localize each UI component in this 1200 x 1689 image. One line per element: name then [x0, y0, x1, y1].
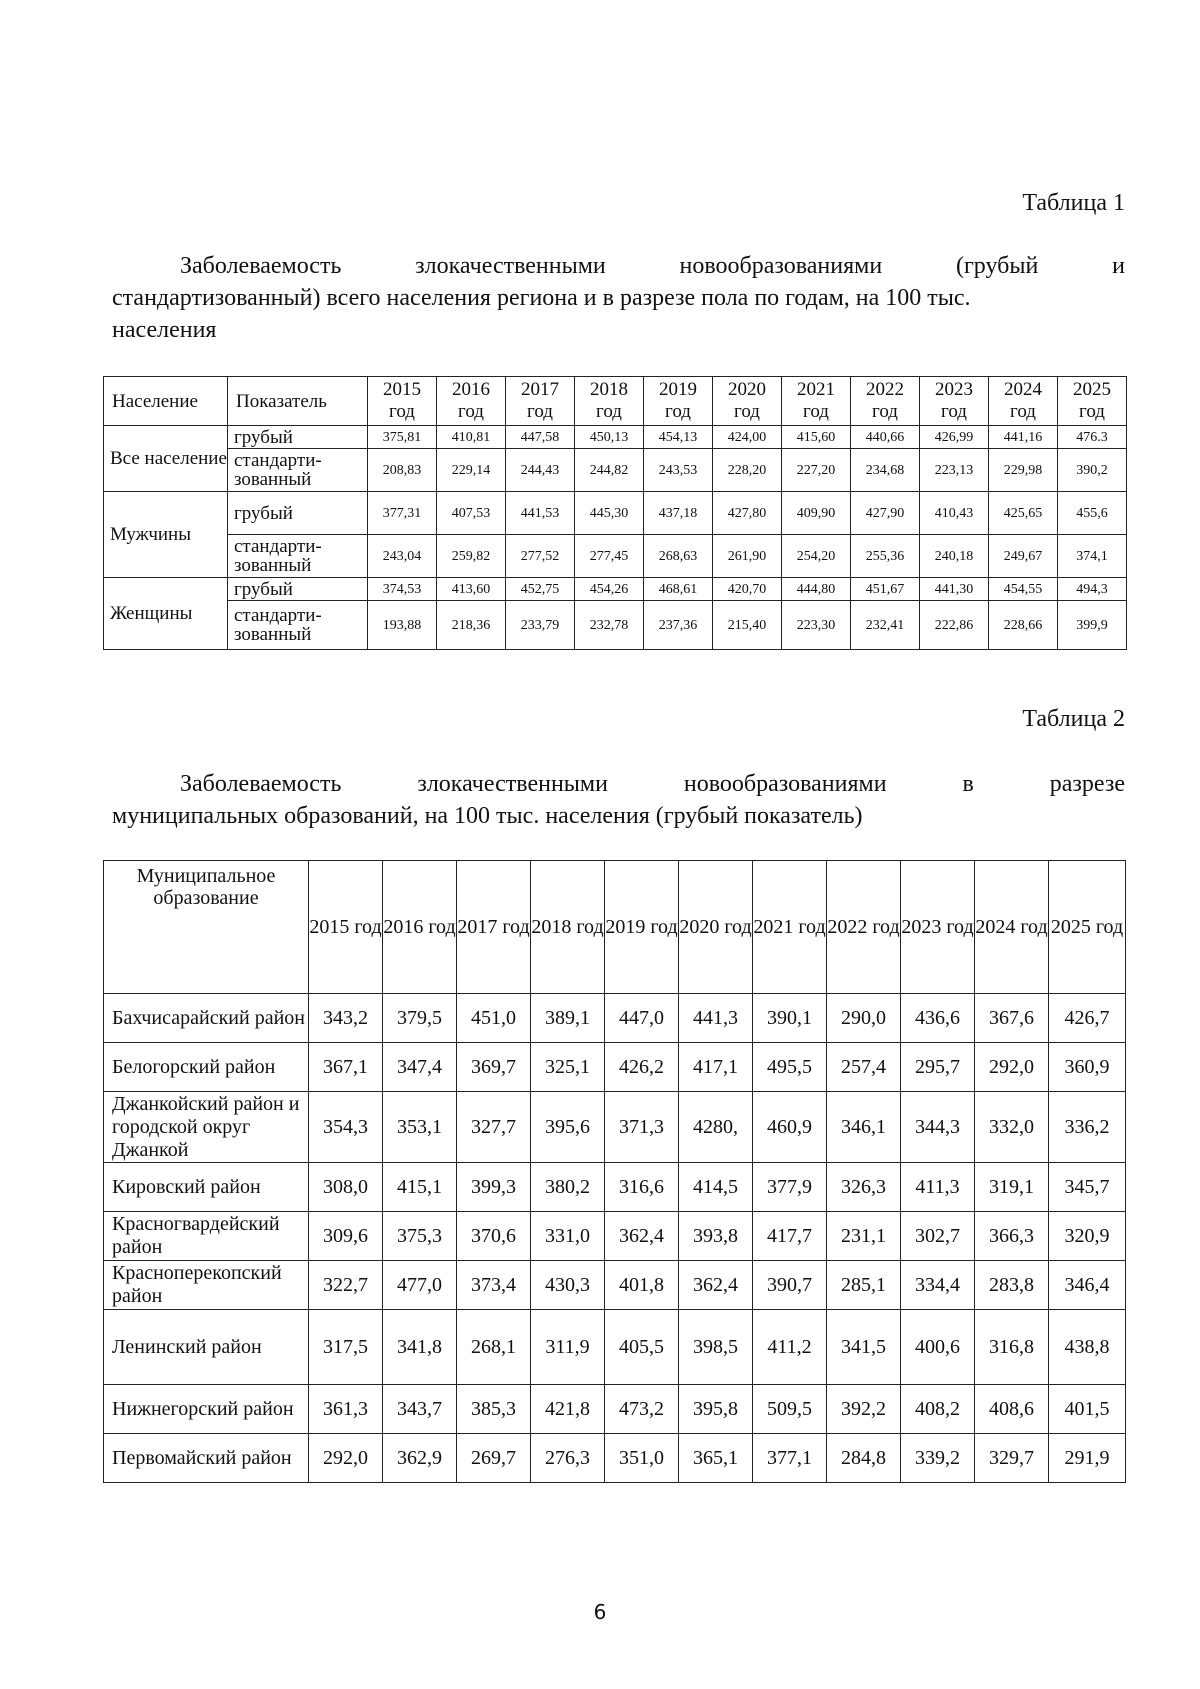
value-cell: 339,2: [901, 1434, 975, 1483]
value-cell: 426,7: [1049, 994, 1126, 1043]
value-cell: 476.3: [1058, 426, 1127, 449]
table-row: [104, 449, 1127, 492]
title-word: в: [962, 771, 974, 797]
value-cell: 370,6: [457, 1212, 531, 1261]
value-cell: 193,88: [368, 601, 437, 650]
year-header: 2022 год: [827, 861, 901, 994]
title-word: злокачественными: [415, 253, 606, 279]
population-cell: Мужчины: [104, 492, 228, 578]
value-cell: 215,40: [713, 601, 782, 650]
value-cell: 331,0: [531, 1212, 605, 1261]
value-cell: 269,7: [457, 1434, 531, 1483]
indicator-cell: стандарти-зованный: [228, 449, 368, 492]
indicator-cell: грубый: [228, 578, 368, 601]
municipality-header: Муниципальное образование: [104, 861, 309, 994]
value-cell: 362,4: [679, 1261, 753, 1310]
municipality-cell: Белогорский район: [104, 1043, 309, 1092]
year-header: 2018 год: [531, 861, 605, 994]
value-cell: 240,18: [920, 535, 989, 578]
year-header: 2023 год: [920, 377, 989, 426]
table-row: [104, 535, 1127, 578]
table1-title-line2: стандартизованный) всего населения региона и в разрезе пола по годам, на 100 тыс.: [112, 285, 971, 311]
value-cell: 494,3: [1058, 578, 1127, 601]
table-row: [104, 1092, 1126, 1163]
value-cell: 244,82: [575, 449, 644, 492]
value-cell: 343,7: [383, 1385, 457, 1434]
value-cell: 309,6: [309, 1212, 383, 1261]
value-cell: 326,3: [827, 1163, 901, 1212]
value-cell: 430,3: [531, 1261, 605, 1310]
value-cell: 227,20: [782, 449, 851, 492]
year-header: 2017 год: [506, 377, 575, 426]
year-header: 2020 год: [713, 377, 782, 426]
value-cell: 218,36: [437, 601, 506, 650]
value-cell: 255,36: [851, 535, 920, 578]
value-cell: 441,16: [989, 426, 1058, 449]
table-row: [104, 1163, 1126, 1212]
value-cell: 336,2: [1049, 1092, 1126, 1163]
value-cell: 316,6: [605, 1163, 679, 1212]
value-cell: 329,7: [975, 1434, 1049, 1483]
value-cell: 223,30: [782, 601, 851, 650]
value-cell: 292,0: [309, 1434, 383, 1483]
value-cell: 229,14: [437, 449, 506, 492]
indicator-cell: грубый: [228, 426, 368, 449]
year-header: 2024 год: [975, 861, 1049, 994]
value-cell: 413,60: [437, 578, 506, 601]
value-cell: 509,5: [753, 1385, 827, 1434]
value-cell: 426,99: [920, 426, 989, 449]
value-cell: 454,55: [989, 578, 1058, 601]
value-cell: 447,58: [506, 426, 575, 449]
value-cell: 441,53: [506, 492, 575, 535]
table-row: [104, 578, 1127, 601]
value-cell: 231,1: [827, 1212, 901, 1261]
table-row: [104, 1212, 1126, 1261]
value-cell: 451,67: [851, 578, 920, 601]
value-cell: 292,0: [975, 1043, 1049, 1092]
value-cell: 437,18: [644, 492, 713, 535]
value-cell: 417,1: [679, 1043, 753, 1092]
year-header: 2022 год: [851, 377, 920, 426]
indicator-cell: стандарти-зованный: [228, 601, 368, 650]
value-cell: 243,04: [368, 535, 437, 578]
year-header: 2015 год: [309, 861, 383, 994]
value-cell: 374,53: [368, 578, 437, 601]
table-row: [104, 426, 1127, 449]
value-cell: 374,1: [1058, 535, 1127, 578]
value-cell: 400,6: [901, 1310, 975, 1385]
year-header: 2019 год: [644, 377, 713, 426]
value-cell: 392,2: [827, 1385, 901, 1434]
table-row: [104, 601, 1127, 650]
table1-title-line1: [112, 250, 1125, 282]
table2-title: [112, 768, 1125, 832]
year-header: 2021 год: [782, 377, 851, 426]
value-cell: 395,6: [531, 1092, 605, 1163]
value-cell: 385,3: [457, 1385, 531, 1434]
value-cell: 367,1: [309, 1043, 383, 1092]
value-cell: 436,6: [901, 994, 975, 1043]
value-cell: 325,1: [531, 1043, 605, 1092]
value-cell: 373,4: [457, 1261, 531, 1310]
table1-header-row: [104, 377, 1127, 426]
value-cell: 411,2: [753, 1310, 827, 1385]
value-cell: 351,0: [605, 1434, 679, 1483]
population-cell: Все население: [104, 426, 228, 492]
value-cell: 354,3: [309, 1092, 383, 1163]
value-cell: 232,78: [575, 601, 644, 650]
value-cell: 379,5: [383, 994, 457, 1043]
table-row: [104, 1043, 1126, 1092]
table-row: [104, 994, 1126, 1043]
value-cell: 367,6: [975, 994, 1049, 1043]
year-header: 2021 год: [753, 861, 827, 994]
municipality-cell: Первомайский район: [104, 1434, 309, 1483]
value-cell: 441,3: [679, 994, 753, 1043]
value-cell: 427,80: [713, 492, 782, 535]
table1-title-line3: населения: [112, 317, 217, 343]
value-cell: 390,1: [753, 994, 827, 1043]
value-cell: 237,36: [644, 601, 713, 650]
table1-title: [112, 250, 1125, 346]
value-cell: 451,0: [457, 994, 531, 1043]
table2-title-line1: [112, 768, 1125, 800]
value-cell: 450,13: [575, 426, 644, 449]
value-cell: 395,8: [679, 1385, 753, 1434]
value-cell: 401,5: [1049, 1385, 1126, 1434]
value-cell: 222,86: [920, 601, 989, 650]
value-cell: 424,00: [713, 426, 782, 449]
title-word: разрезе: [1049, 771, 1125, 797]
value-cell: 468,61: [644, 578, 713, 601]
value-cell: 420,70: [713, 578, 782, 601]
value-cell: 473,2: [605, 1385, 679, 1434]
value-cell: 407,53: [437, 492, 506, 535]
table1: [103, 376, 1127, 650]
population-cell: Женщины: [104, 578, 228, 650]
value-cell: 495,5: [753, 1043, 827, 1092]
value-cell: 261,90: [713, 535, 782, 578]
value-cell: 452,75: [506, 578, 575, 601]
year-header: 2025 год: [1049, 861, 1126, 994]
value-cell: 223,13: [920, 449, 989, 492]
value-cell: 365,1: [679, 1434, 753, 1483]
value-cell: 285,1: [827, 1261, 901, 1310]
value-cell: 283,8: [975, 1261, 1049, 1310]
value-cell: 347,4: [383, 1043, 457, 1092]
value-cell: 447,0: [605, 994, 679, 1043]
value-cell: 415,60: [782, 426, 851, 449]
indicator-header: Показатель: [228, 377, 368, 426]
value-cell: 317,5: [309, 1310, 383, 1385]
municipality-cell: Кировский район: [104, 1163, 309, 1212]
indicator-cell: стандарти-зованный: [228, 535, 368, 578]
population-header: Население: [104, 377, 228, 426]
municipality-cell: Красноперекопский район: [104, 1261, 309, 1310]
value-cell: 408,6: [975, 1385, 1049, 1434]
value-cell: 319,1: [975, 1163, 1049, 1212]
value-cell: 410,81: [437, 426, 506, 449]
table-row: [104, 1434, 1126, 1483]
value-cell: 244,43: [506, 449, 575, 492]
year-header: 2019 год: [605, 861, 679, 994]
value-cell: 477,0: [383, 1261, 457, 1310]
value-cell: 343,2: [309, 994, 383, 1043]
value-cell: 360,9: [1049, 1043, 1126, 1092]
table2: [103, 860, 1126, 1483]
value-cell: 409,90: [782, 492, 851, 535]
value-cell: 421,8: [531, 1385, 605, 1434]
year-header: 2017 год: [457, 861, 531, 994]
value-cell: 426,2: [605, 1043, 679, 1092]
table-row: [104, 1385, 1126, 1434]
municipality-cell: Красногвардейский район: [104, 1212, 309, 1261]
table2-caption: Таблица 2: [1022, 706, 1125, 732]
value-cell: 375,81: [368, 426, 437, 449]
title-word: новообразованиями: [683, 771, 887, 797]
value-cell: 405,5: [605, 1310, 679, 1385]
value-cell: 375,3: [383, 1212, 457, 1261]
value-cell: 302,7: [901, 1212, 975, 1261]
value-cell: 361,3: [309, 1385, 383, 1434]
table2-title-line2: муниципальных образований, на 100 тыс. населения (грубый показатель): [112, 803, 863, 829]
value-cell: 257,4: [827, 1043, 901, 1092]
value-cell: 454,13: [644, 426, 713, 449]
value-cell: 332,0: [975, 1092, 1049, 1163]
value-cell: 345,7: [1049, 1163, 1126, 1212]
value-cell: 393,8: [679, 1212, 753, 1261]
value-cell: 371,3: [605, 1092, 679, 1163]
title-word: Заболеваемость: [180, 771, 342, 797]
table-row: [104, 1310, 1126, 1385]
value-cell: 427,90: [851, 492, 920, 535]
value-cell: 415,1: [383, 1163, 457, 1212]
value-cell: 362,9: [383, 1434, 457, 1483]
value-cell: 234,68: [851, 449, 920, 492]
value-cell: 295,7: [901, 1043, 975, 1092]
value-cell: 311,9: [531, 1310, 605, 1385]
value-cell: 249,67: [989, 535, 1058, 578]
value-cell: 441,30: [920, 578, 989, 601]
value-cell: 377,1: [753, 1434, 827, 1483]
value-cell: 398,5: [679, 1310, 753, 1385]
title-word: злокачественными: [417, 771, 608, 797]
value-cell: 341,5: [827, 1310, 901, 1385]
value-cell: 232,41: [851, 601, 920, 650]
municipality-cell: Нижнегорский район: [104, 1385, 309, 1434]
value-cell: 290,0: [827, 994, 901, 1043]
value-cell: 440,66: [851, 426, 920, 449]
value-cell: 380,2: [531, 1163, 605, 1212]
table2-header-row: [104, 861, 1126, 994]
table-row: [104, 1261, 1126, 1310]
value-cell: 277,52: [506, 535, 575, 578]
value-cell: 334,4: [901, 1261, 975, 1310]
value-cell: 243,53: [644, 449, 713, 492]
municipality-cell: Джанкойский район и городской округ Джанкой: [104, 1092, 309, 1163]
value-cell: 229,98: [989, 449, 1058, 492]
value-cell: 362,4: [605, 1212, 679, 1261]
value-cell: 327,7: [457, 1092, 531, 1163]
value-cell: 291,9: [1049, 1434, 1126, 1483]
value-cell: 408,2: [901, 1385, 975, 1434]
value-cell: 284,8: [827, 1434, 901, 1483]
value-cell: 346,1: [827, 1092, 901, 1163]
value-cell: 268,1: [457, 1310, 531, 1385]
year-header: 2020 год: [679, 861, 753, 994]
indicator-cell: грубый: [228, 492, 368, 535]
value-cell: 308,0: [309, 1163, 383, 1212]
value-cell: 401,8: [605, 1261, 679, 1310]
value-cell: 276,3: [531, 1434, 605, 1483]
value-cell: 460,9: [753, 1092, 827, 1163]
value-cell: 259,82: [437, 535, 506, 578]
municipality-cell: Ленинский район: [104, 1310, 309, 1385]
page-number: 6: [593, 1600, 607, 1624]
year-header: 2018 год: [575, 377, 644, 426]
value-cell: 346,4: [1049, 1261, 1126, 1310]
title-word: новообразованиями: [679, 253, 883, 279]
value-cell: 341,8: [383, 1310, 457, 1385]
value-cell: 389,1: [531, 994, 605, 1043]
value-cell: 445,30: [575, 492, 644, 535]
value-cell: 390,7: [753, 1261, 827, 1310]
value-cell: 377,9: [753, 1163, 827, 1212]
value-cell: 233,79: [506, 601, 575, 650]
value-cell: 268,63: [644, 535, 713, 578]
value-cell: 316,8: [975, 1310, 1049, 1385]
year-header: 2024 год: [989, 377, 1058, 426]
year-header: 2016 год: [437, 377, 506, 426]
title-word: и: [1112, 253, 1125, 279]
value-cell: 455,6: [1058, 492, 1127, 535]
value-cell: 254,20: [782, 535, 851, 578]
value-cell: 228,20: [713, 449, 782, 492]
value-cell: 4280,: [679, 1092, 753, 1163]
value-cell: 438,8: [1049, 1310, 1126, 1385]
table-row: [104, 492, 1127, 535]
year-header: 2015 год: [368, 377, 437, 426]
title-word: Заболеваемость: [180, 253, 342, 279]
value-cell: 444,80: [782, 578, 851, 601]
table1-caption: Таблица 1: [1022, 190, 1125, 216]
value-cell: 414,5: [679, 1163, 753, 1212]
year-header: 2016 год: [383, 861, 457, 994]
value-cell: 320,9: [1049, 1212, 1126, 1261]
value-cell: 277,45: [575, 535, 644, 578]
value-cell: 366,3: [975, 1212, 1049, 1261]
year-header: 2023 год: [901, 861, 975, 994]
value-cell: 369,7: [457, 1043, 531, 1092]
value-cell: 344,3: [901, 1092, 975, 1163]
value-cell: 353,1: [383, 1092, 457, 1163]
value-cell: 322,7: [309, 1261, 383, 1310]
value-cell: 411,3: [901, 1163, 975, 1212]
year-header: 2025 год: [1058, 377, 1127, 426]
value-cell: 454,26: [575, 578, 644, 601]
value-cell: 228,66: [989, 601, 1058, 650]
value-cell: 390,2: [1058, 449, 1127, 492]
value-cell: 377,31: [368, 492, 437, 535]
title-word: (грубый: [955, 253, 1039, 279]
value-cell: 399,9: [1058, 601, 1127, 650]
municipality-cell: Бахчисарайский район: [104, 994, 309, 1043]
value-cell: 425,65: [989, 492, 1058, 535]
value-cell: 399,3: [457, 1163, 531, 1212]
value-cell: 410,43: [920, 492, 989, 535]
value-cell: 208,83: [368, 449, 437, 492]
value-cell: 417,7: [753, 1212, 827, 1261]
